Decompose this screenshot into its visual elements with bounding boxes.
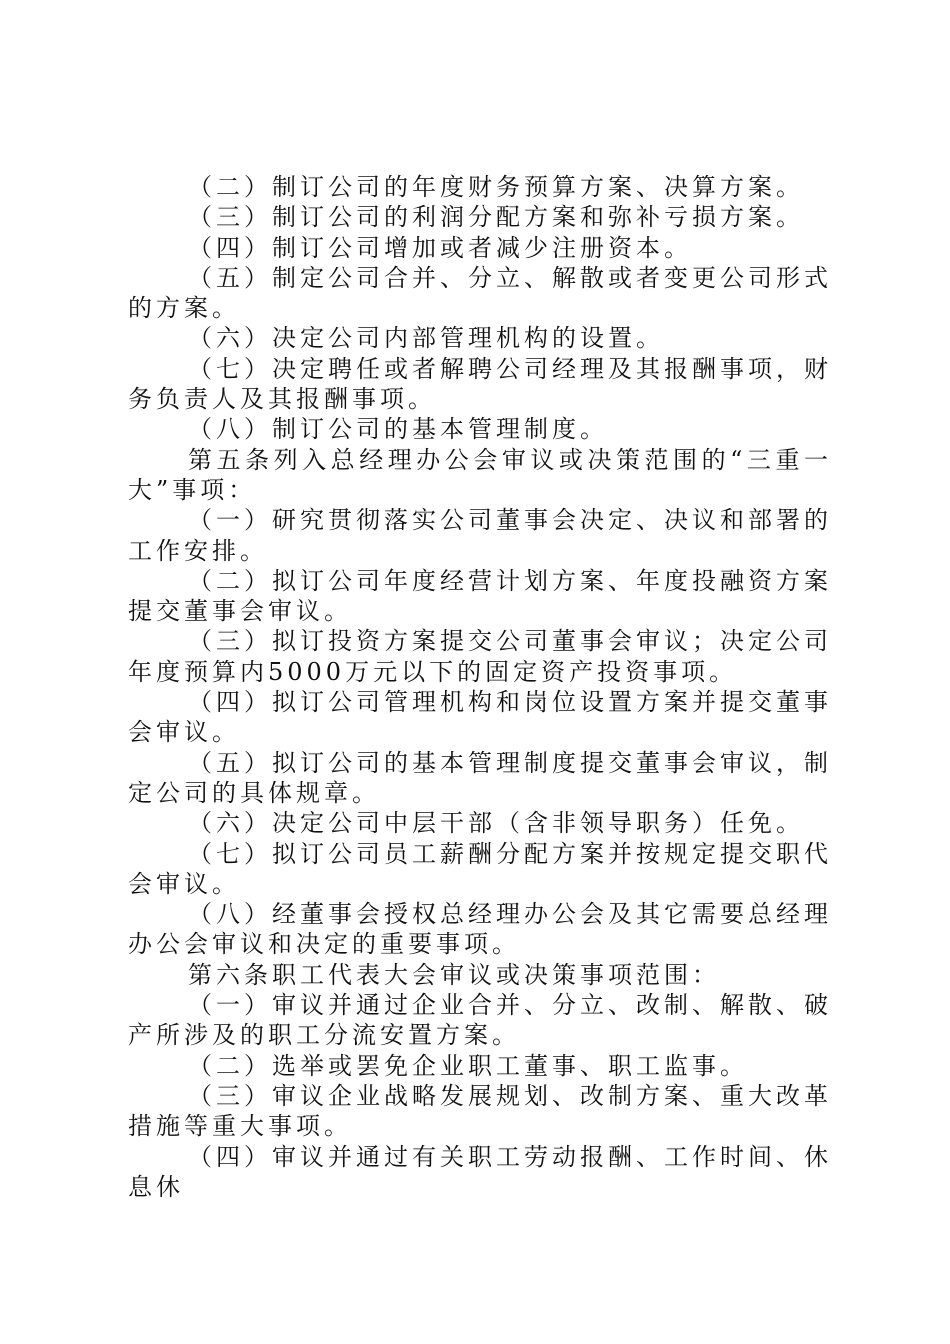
article-six-item-3: （三）审议企业战略发展规划、改制方案、重大改革措施等重大事项。 [128, 1081, 832, 1141]
article-six-item-4: （四）审议并通过有关职工劳动报酬、工作时间、休息休 [128, 1142, 832, 1201]
article-five-item-5: （五）拟订公司的基本管理制度提交董事会审议，制定公司的具体规章。 [128, 748, 832, 807]
article-five-item-4: （四）拟订公司管理机构和岗位设置方案并提交董事会审议。 [128, 688, 832, 747]
article-six-heading: 第六条职工代表大会审议或决策事项范围： [188, 960, 720, 989]
paragraph-merger: （五）制定公司合并、分立、解散或者变更公司形式的方案。 [128, 263, 832, 323]
article-six-item-2: （二）选举或罢免企业职工董事、职工监事。 [188, 1051, 748, 1080]
article-five-item-8: （八）经董事会授权总经理办公会及其它需要总经理办公会审议和决定的重要事项。 [128, 900, 832, 959]
article-five-heading: 第五条列入总经理办公会审议或决策范围的“三重一大”事项： [128, 445, 832, 504]
paragraph-capital: （四）制订公司增加或者减少注册资本。 [188, 233, 692, 262]
article-six-item-1: （一）审议并通过企业合并、分立、改制、解散、破产所涉及的职工分流安置方案。 [128, 991, 832, 1050]
document-body [128, 172, 832, 1202]
article-five-item-2: （二）拟订公司年度经营计划方案、年度投融资方案提交董事会审议。 [128, 566, 832, 626]
article-five-item-3: （三）拟订投资方案提交公司董事会审议；决定公司年度预算内5000万元以下的固定资产投资事项。 [128, 627, 832, 686]
paragraph-manager: （七）决定聘任或者解聘公司经理及其报酬事项，财务负责人及其报酬事项。 [128, 354, 832, 414]
paragraph-budget: （二）制订公司的年度财务预算方案、决算方案。 [188, 173, 804, 201]
article-five-item-7: （七）拟订公司员工薪酬分配方案并按规定提交职代会审议。 [128, 839, 832, 898]
paragraph-rules: （八）制订公司的基本管理制度。 [188, 415, 608, 444]
paragraph-structure: （六）决定公司内部管理机构的设置。 [188, 324, 664, 353]
article-five-item-1: （一）研究贯彻落实公司董事会决定、决议和部署的工作安排。 [128, 506, 832, 565]
paragraph-profit: （三）制订公司的利润分配方案和弥补亏损方案。 [188, 203, 804, 232]
article-five-item-6: （六）决定公司中层干部（含非领导职务）任免。 [188, 809, 804, 838]
